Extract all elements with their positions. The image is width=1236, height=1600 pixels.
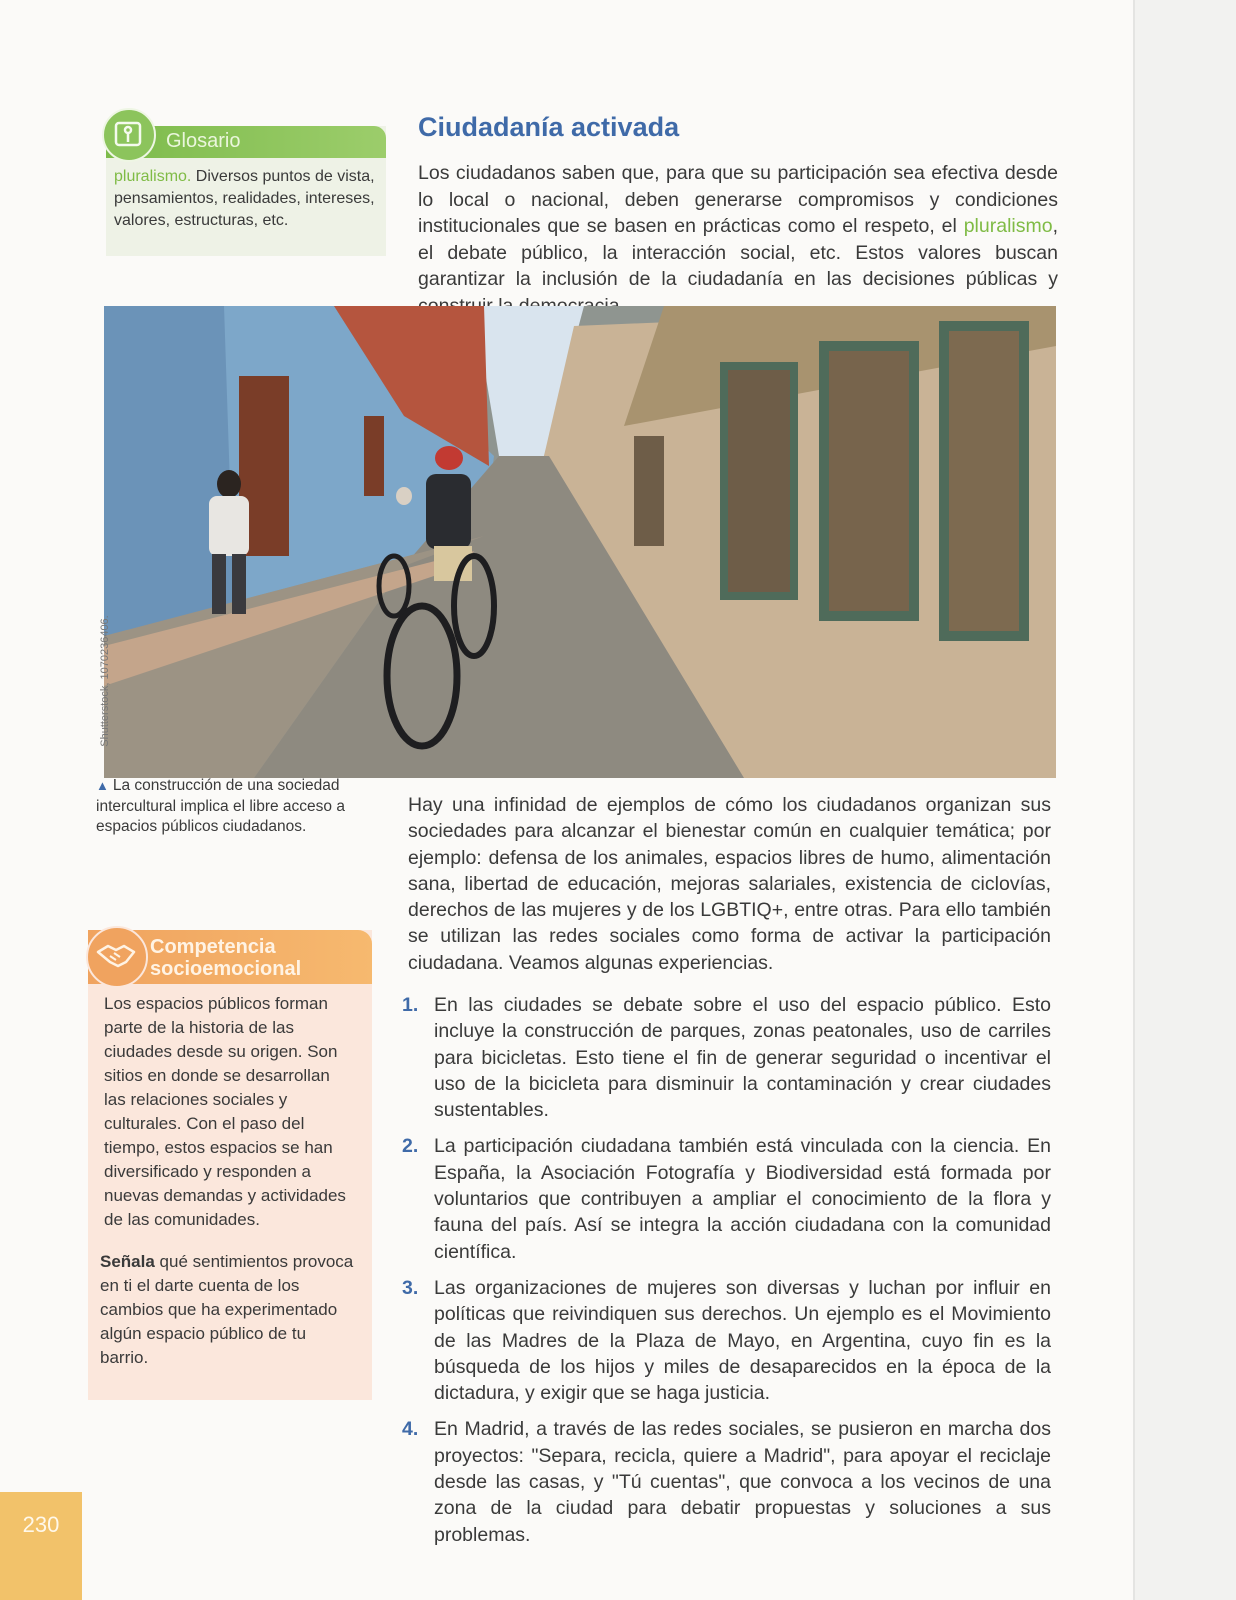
list-item-text: En las ciudades se debate sobre el uso del espacio público. Esto incluye la construcción de parques, zonas peatonales, uso de carriles para bicicletas. Esto tiene el fin de generar seguridad o incentivar el uso de la bicicleta para disminuir la contaminación y crear ciudades sustentables. [434, 994, 1051, 1122]
intro-term: pluralismo [963, 215, 1053, 237]
list-item-text: Las organizaciones de mujeres son diversas y luchan por influir en políticas que reivindiquen sus derechos. Un ejemplo es el Movimiento de las Madres de la Plaza de Mayo, en Argentina, cuyo fin es la búsqueda de los hijos y miles de desaparecidos en la época de la dictadura, y exigir que se haga justicia. [434, 1276, 1051, 1405]
list-item-number: 4. [402, 1418, 419, 1441]
photo-credit: Shutterstock, 1070236406. [99, 615, 111, 747]
competence-box [88, 930, 372, 1400]
list-item-number: 1. [402, 994, 419, 1016]
list-item-number: 3. [402, 1276, 419, 1299]
competence-task-text: qué sentimientos provoca en ti el darte cuenta de los cambios que ha experimentado algún espacio público de tu barrio. [100, 1252, 354, 1367]
glossary-definition-text: Diversos puntos de vista, pensamientos, realidades, intereses, valores, estructuras, etc. [114, 168, 375, 229]
intro-text-end: , el debate público, la interacción social, etc. Estos valores buscan garantizar la inclusión de la ciudadanía en las decisiones públicas y [418, 215, 1058, 290]
photo-caption [96, 776, 371, 838]
page-right-margin [1133, 0, 1236, 1600]
competence-task [100, 1250, 355, 1370]
list-item-text: La participación ciudadana también está vinculada con la ciencia. En España, la Asociación Fotografía y Biodiversidad está formada por voluntarios que contribuyen a ampliar el conocimiento de la flora y fauna del país. Así se integra la acción ciudadana con la comunidad científica. [434, 1135, 1051, 1263]
intro-text-start: Los ciudadanos saben que, para que su participación sea efectiva desde lo local o nacional, deben generarse compromisos y condiciones institucionales que se basen en prácticas como el respeto, el [418, 162, 1058, 237]
page-number-tab [0, 1492, 82, 1600]
body-paragraph: Hay una infinidad de ejemplos de cómo los ciudadanos organizan sus sociedades para alcanzar el bienestar común en cualquier temática; por ejemplo: defensa de los animales, espacios libres de humo, alimentación sana, libertad de educación, mejoras salariales, existencia de ciclovías, derechos de las mujeres y de los LGBTIQ+, entre otras. Para ello también se utilizan las redes sociales como forma de activar la participación ciudadana. Veamos algunas experiencias. [408, 794, 1051, 974]
list-item [398, 1416, 1051, 1547]
page-number: 230 [22, 1512, 60, 1537]
book-icon [102, 108, 156, 162]
handshake-icon [86, 926, 148, 988]
page-fold-line [1133, 0, 1135, 1600]
list-item [398, 1133, 1051, 1264]
experiences-list [398, 992, 1051, 1558]
list-item [398, 1275, 1051, 1406]
competence-text: Los espacios públicos forman parte de la historia de las ciudades desde su origen. Son sitios en donde se desarrollan las relaciones sociales y culturales. Con el paso del tiempo, estos espacios se han diversificado y responden a nuevas demandas y actividades de las comunidades. [104, 994, 346, 1229]
intro-paragraph [418, 160, 1058, 319]
competence-task-verb: Señala [100, 1252, 155, 1271]
triangle-up-icon: ▲ [96, 778, 109, 793]
competence-title-line2: socioemocional [150, 958, 302, 980]
street-photo [104, 306, 1056, 778]
glossary-box [106, 126, 386, 256]
list-item-text: En Madrid, a través de las redes sociales, se pusieron en marcha dos proyectos: "Separa, recicla, quiere a Madrid", para apoyar el reciclaje desde las casas, y "Tú cuentas", que convoca a los vecinos de una zona de la ciudad para debatir propuestas y soluciones a sus problemas. [434, 1418, 1051, 1546]
section-title: Ciudadanía activada [418, 112, 680, 142]
competence-title [150, 936, 301, 980]
list-item-number: 2. [402, 1135, 419, 1158]
photo-caption-text: La construcción de una sociedad intercultural implica el libre acceso a espacios públicos ciudadanos. [96, 777, 345, 835]
glossary-definition [114, 166, 379, 232]
glossary-term: pluralismo. [114, 168, 192, 185]
list-item [398, 992, 1051, 1123]
competence-title-line1: Competencia [150, 936, 276, 958]
glossary-title: Glosario [166, 130, 241, 152]
